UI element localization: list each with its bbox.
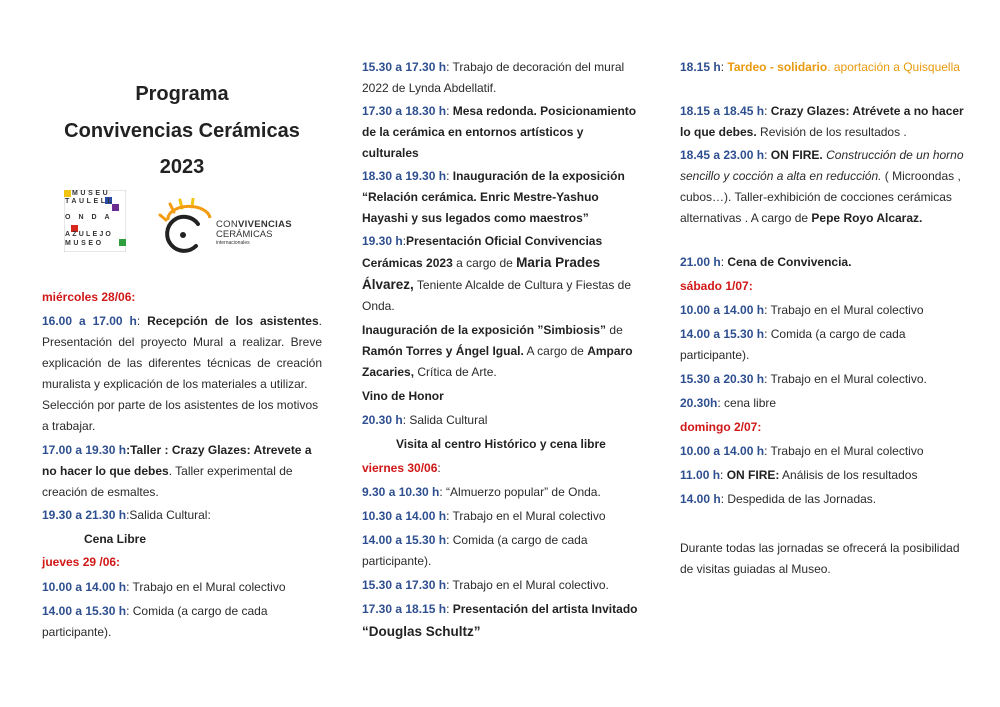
event-item: 16.00 a 17.00 h: Recepción de los asistentes. Presentación del proyecto Mural a realizar. Breve explicación de las diferentes técnicas de creación muralista y explicación de los materiales a utilizar. bbox=[42, 314, 322, 391]
event-item: 14.00 h: Despedida de las Jornadas. bbox=[680, 492, 877, 506]
event-item: 15.30 a 20.30 h: Trabajo en el Mural colectivo. bbox=[680, 372, 927, 386]
event-item-note: Selección por parte de los asistentes de los motivos a trabajar. bbox=[42, 398, 319, 433]
event-item: 18.15 a 18.45 h: Crazy Glazes: Atrévete a no hacer lo que debes. Revisión de los resultados . bbox=[680, 104, 964, 139]
event-item: 20.30 h: Salida Cultural bbox=[362, 413, 488, 427]
wordmark-internacionales: internacionales bbox=[216, 240, 250, 246]
museu-row-1: MUSEU bbox=[72, 190, 111, 197]
day-heading-sunday: domingo 2/07: bbox=[680, 420, 762, 434]
event-item: 17.00 a 19.30 h:Taller : Crazy Glazes: Atrevete a no hacer lo que debes. Taller experimental de creación de esmaltes. bbox=[42, 443, 312, 499]
convivencias-wordmark bbox=[216, 220, 292, 246]
event-item: 18.30 a 19.30 h: Inauguración de la exposición “Relación cerámica. Enric Mestre-Yashuo Hayashi y sus legados como maestros” bbox=[362, 169, 625, 225]
museu-row-5: MUSEO bbox=[65, 240, 104, 247]
event-item: 21.00 h: Cena de Convivencia. bbox=[680, 255, 852, 269]
guided-visits-note: Durante todas las jornadas se ofrecerá la posibilidad de visitas guiadas al Museo. bbox=[680, 541, 960, 576]
wordmark-ceramicas: CERÁMICAS bbox=[216, 229, 273, 240]
event-item: 17.30 a 18.30 h: Mesa redonda. Posicionamiento de la cerámica en entornos artísticos y culturales bbox=[362, 104, 637, 160]
wordmark-vivencias: VIVENCIAS bbox=[238, 219, 292, 230]
event-item: 10.00 a 14.00 h: Trabajo en el Mural colectivo bbox=[680, 303, 924, 317]
day-heading-saturday: sábado 1/07: bbox=[680, 279, 753, 293]
event-item: 14.00 a 15.30 h: Comida (a cargo de cada participante). bbox=[42, 604, 268, 639]
day-heading-thursday: jueves 29 /06: bbox=[42, 555, 121, 569]
page-title-line1: Programa bbox=[135, 83, 229, 105]
event-item: 10.00 a 14.00 h: Trabajo en el Mural colectivo bbox=[42, 580, 286, 594]
event-item: 10.30 a 14.00 h: Trabajo en el Mural colectivo bbox=[362, 509, 606, 523]
eye-icon bbox=[158, 198, 216, 256]
event-item: 11.00 h: ON FIRE: Análisis de los resultados bbox=[680, 468, 918, 482]
event-item: Inauguración de la exposición ”Simbiosis” de Ramón Torres y Ángel Igual. A cargo de Amparo Zacaries, Crítica de Arte. bbox=[362, 323, 633, 379]
guest-artist-name: “Douglas Schultz” bbox=[362, 624, 481, 639]
event-item: 17.30 a 18.15 h: Presentación del artista Invitado bbox=[362, 602, 638, 616]
museu-row-2: TAULELL bbox=[65, 198, 115, 205]
event-subtitle: Visita al centro Histórico y cena libre bbox=[396, 437, 606, 451]
museu-row-3: ONDA bbox=[65, 214, 118, 221]
event-item: 15.30 a 17.30 h: Trabajo en el Mural colectivo. bbox=[362, 578, 609, 592]
event-item: 15.30 a 17.30 h: Trabajo de decoración del mural 2022 de Lynda Abdellatif. bbox=[362, 60, 625, 95]
event-subtitle: Cena Libre bbox=[84, 532, 147, 546]
day-heading-wednesday: miércoles 28/06: bbox=[42, 290, 136, 304]
event-item: 19.30 h:Presentación Oficial Convivencias Cerámicas 2023 a cargo de Maria Prades Álvarez, Teniente Alcalde de Cultura y Fiestas de Onda. bbox=[362, 234, 632, 313]
page-title-year: 2023 bbox=[159, 156, 205, 178]
event-item: 14.00 a 15.30 h: Comida (a cargo de cada participante). bbox=[680, 327, 906, 362]
event-item: 20.30h: cena libre bbox=[680, 396, 777, 410]
event-item: 14.00 a 15.30 h: Comida (a cargo de cada participante). bbox=[362, 533, 588, 568]
event-item: 10.00 a 14.00 h: Trabajo en el Mural colectivo bbox=[680, 444, 924, 458]
wordmark-con: CON bbox=[216, 219, 239, 230]
convivencias-ceramicas-logo bbox=[158, 198, 303, 256]
event-item: 19.30 a 21.30 h:Salida Cultural: bbox=[42, 508, 211, 522]
day-heading-friday: viernes 30/06: bbox=[362, 461, 441, 475]
event-item: 18.15 h: Tardeo - solidario. aportación a Quisquella bbox=[680, 60, 960, 74]
event-item: Vino de Honor bbox=[362, 389, 444, 403]
museu-row-4: AZULEJO bbox=[65, 231, 114, 238]
event-item: 18.45 a 23.00 h: ON FIRE. Construcción de un horno sencillo y cocción a alta en reducción. ( Microondas , cubos…). Taller-exhibición de cocciones cerámicas alternativas . A cargo de Pepe Royo Alcaraz. bbox=[680, 148, 964, 225]
museu-taulell-logo bbox=[64, 190, 126, 252]
event-item: 9.30 a 10.30 h: “Almuerzo popular” de Onda. bbox=[362, 485, 601, 499]
page-title-line2: Convivencias Cerámicas bbox=[64, 120, 300, 142]
